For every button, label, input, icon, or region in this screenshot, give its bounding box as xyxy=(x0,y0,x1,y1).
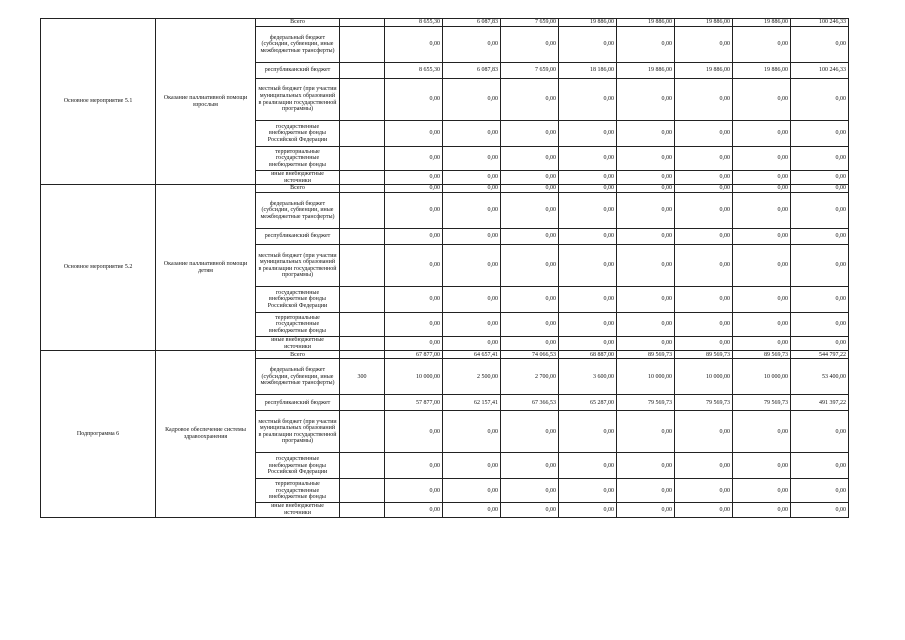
amount-cell: 0,00 xyxy=(733,147,791,171)
amount-cell: 0,00 xyxy=(443,287,501,313)
amount-cell: 0,00 xyxy=(501,287,559,313)
amount-cell: 0,00 xyxy=(501,193,559,229)
amount-cell: 0,00 xyxy=(733,411,791,453)
budget-code xyxy=(340,479,385,503)
amount-cell: 0,00 xyxy=(617,411,675,453)
table-row xyxy=(41,19,849,27)
amount-cell: 3 600,00 xyxy=(559,359,617,395)
amount-cell: 0,00 xyxy=(675,171,733,185)
amount-cell: 18 186,00 xyxy=(559,63,617,79)
program-description: Кадровое обеспечение системы здравоохранения xyxy=(156,351,256,517)
budget-code xyxy=(340,27,385,63)
amount-cell: 0,00 xyxy=(791,479,849,503)
amount-cell: 0,00 xyxy=(733,337,791,351)
budget-code xyxy=(340,313,385,337)
amount-cell: 0,00 xyxy=(675,313,733,337)
amount-cell: 0,00 xyxy=(559,147,617,171)
amount-cell: 0,00 xyxy=(385,147,443,171)
amount-cell: 19 886,00 xyxy=(675,63,733,79)
amount-cell: 0,00 xyxy=(385,193,443,229)
amount-cell: 0,00 xyxy=(733,193,791,229)
amount-cell: 7 659,00 xyxy=(501,19,559,27)
budget-code xyxy=(340,19,385,27)
amount-cell: 19 886,00 xyxy=(559,19,617,27)
amount-cell: 0,00 xyxy=(501,229,559,245)
amount-cell: 0,00 xyxy=(385,79,443,121)
funding-source: федеральный бюджет (субсидии, субвенции, иные межбюджетные трансферты) xyxy=(256,27,340,63)
funding-source: республиканский бюджет xyxy=(256,229,340,245)
funding-source: иные внебюджетные источники xyxy=(256,171,340,185)
funding-source: государственные внебюджетные фонды Российской Федерации xyxy=(256,287,340,313)
amount-cell: 0,00 xyxy=(617,313,675,337)
amount-cell: 0,00 xyxy=(675,79,733,121)
amount-cell: 0,00 xyxy=(791,121,849,147)
amount-cell: 0,00 xyxy=(733,453,791,479)
amount-cell: 0,00 xyxy=(791,79,849,121)
funding-source: иные внебюджетные источники xyxy=(256,503,340,517)
amount-cell: 0,00 xyxy=(559,313,617,337)
budget-code xyxy=(340,79,385,121)
budget-code xyxy=(340,503,385,517)
amount-cell: 79 569,73 xyxy=(675,395,733,411)
funding-source: Всего xyxy=(256,185,340,193)
budget-code: 300 xyxy=(340,359,385,395)
amount-cell: 19 886,00 xyxy=(733,63,791,79)
amount-cell: 8 655,30 xyxy=(385,63,443,79)
amount-cell: 0,00 xyxy=(559,453,617,479)
amount-cell: 0,00 xyxy=(733,313,791,337)
amount-cell: 0,00 xyxy=(617,79,675,121)
amount-cell: 0,00 xyxy=(733,185,791,193)
amount-cell: 0,00 xyxy=(559,287,617,313)
amount-cell: 0,00 xyxy=(791,171,849,185)
amount-cell: 0,00 xyxy=(675,121,733,147)
amount-cell: 0,00 xyxy=(501,313,559,337)
amount-cell: 0,00 xyxy=(559,121,617,147)
budget-code xyxy=(340,121,385,147)
funding-source: территориальные государственные внебюджетные фонды xyxy=(256,147,340,171)
program-name: Основное мероприятие 5.2 xyxy=(41,185,156,351)
budget-code xyxy=(340,337,385,351)
amount-cell: 0,00 xyxy=(559,479,617,503)
amount-cell: 0,00 xyxy=(501,27,559,63)
amount-cell: 0,00 xyxy=(559,193,617,229)
amount-cell: 0,00 xyxy=(501,453,559,479)
budget-code xyxy=(340,351,385,359)
amount-cell: 53 400,00 xyxy=(791,359,849,395)
amount-cell: 57 877,00 xyxy=(385,395,443,411)
amount-cell: 0,00 xyxy=(559,185,617,193)
amount-cell: 0,00 xyxy=(443,193,501,229)
budget-code xyxy=(340,229,385,245)
program-description: Оказание паллиативной помощи детям xyxy=(156,185,256,351)
amount-cell: 19 886,00 xyxy=(617,63,675,79)
amount-cell: 0,00 xyxy=(733,121,791,147)
amount-cell: 0,00 xyxy=(675,411,733,453)
funding-source: федеральный бюджет (субсидии, субвенции, иные межбюджетные трансферты) xyxy=(256,193,340,229)
funding-source: местный бюджет (при участии муниципальных образований в реализации государственной программы) xyxy=(256,245,340,287)
amount-cell: 0,00 xyxy=(733,171,791,185)
amount-cell: 0,00 xyxy=(501,337,559,351)
amount-cell: 0,00 xyxy=(443,337,501,351)
funding-source: местный бюджет (при участии муниципальных образований в реализации государственной программы) xyxy=(256,411,340,453)
amount-cell: 0,00 xyxy=(617,337,675,351)
amount-cell: 0,00 xyxy=(443,479,501,503)
amount-cell: 0,00 xyxy=(617,245,675,287)
amount-cell: 0,00 xyxy=(385,171,443,185)
amount-cell: 7 659,00 xyxy=(501,63,559,79)
amount-cell: 0,00 xyxy=(443,313,501,337)
amount-cell: 0,00 xyxy=(617,121,675,147)
amount-cell: 0,00 xyxy=(443,185,501,193)
funding-source: территориальные государственные внебюджетные фонды xyxy=(256,313,340,337)
amount-cell: 0,00 xyxy=(791,411,849,453)
amount-cell: 0,00 xyxy=(791,147,849,171)
amount-cell: 0,00 xyxy=(733,245,791,287)
amount-cell: 19 886,00 xyxy=(617,19,675,27)
amount-cell: 0,00 xyxy=(617,27,675,63)
budget-code xyxy=(340,411,385,453)
amount-cell: 0,00 xyxy=(617,479,675,503)
amount-cell: 0,00 xyxy=(501,121,559,147)
amount-cell: 0,00 xyxy=(733,287,791,313)
amount-cell: 0,00 xyxy=(559,79,617,121)
amount-cell: 0,00 xyxy=(559,229,617,245)
amount-cell: 10 000,00 xyxy=(617,359,675,395)
amount-cell: 0,00 xyxy=(791,337,849,351)
amount-cell: 0,00 xyxy=(559,411,617,453)
amount-cell: 0,00 xyxy=(675,337,733,351)
amount-cell: 0,00 xyxy=(443,245,501,287)
amount-cell: 0,00 xyxy=(501,245,559,287)
amount-cell: 2 500,00 xyxy=(443,359,501,395)
amount-cell: 0,00 xyxy=(791,245,849,287)
budget-code xyxy=(340,63,385,79)
budget-table xyxy=(40,18,849,518)
amount-cell: 0,00 xyxy=(443,229,501,245)
amount-cell: 0,00 xyxy=(675,27,733,63)
amount-cell: 0,00 xyxy=(443,411,501,453)
amount-cell: 0,00 xyxy=(617,229,675,245)
amount-cell: 19 886,00 xyxy=(733,19,791,27)
amount-cell: 0,00 xyxy=(675,287,733,313)
amount-cell: 79 569,73 xyxy=(733,395,791,411)
amount-cell: 0,00 xyxy=(385,121,443,147)
budget-code xyxy=(340,453,385,479)
amount-cell: 0,00 xyxy=(443,171,501,185)
amount-cell: 0,00 xyxy=(617,453,675,479)
amount-cell: 0,00 xyxy=(385,479,443,503)
amount-cell: 0,00 xyxy=(617,171,675,185)
amount-cell: 100 246,33 xyxy=(791,63,849,79)
amount-cell: 0,00 xyxy=(675,479,733,503)
amount-cell: 0,00 xyxy=(675,245,733,287)
amount-cell: 0,00 xyxy=(791,229,849,245)
amount-cell: 0,00 xyxy=(733,79,791,121)
amount-cell: 0,00 xyxy=(617,147,675,171)
amount-cell: 79 569,73 xyxy=(617,395,675,411)
amount-cell: 491 397,22 xyxy=(791,395,849,411)
program-name: Подпрограмма 6 xyxy=(41,351,156,517)
amount-cell: 0,00 xyxy=(501,503,559,517)
amount-cell: 0,00 xyxy=(443,79,501,121)
funding-source: государственные внебюджетные фонды Российской Федерации xyxy=(256,453,340,479)
amount-cell: 89 569,73 xyxy=(617,351,675,359)
funding-source: территориальные государственные внебюджетные фонды xyxy=(256,479,340,503)
amount-cell: 0,00 xyxy=(791,185,849,193)
amount-cell: 10 000,00 xyxy=(733,359,791,395)
amount-cell: 100 246,33 xyxy=(791,19,849,27)
funding-source: республиканский бюджет xyxy=(256,63,340,79)
amount-cell: 0,00 xyxy=(675,453,733,479)
amount-cell: 0,00 xyxy=(791,313,849,337)
amount-cell: 62 157,41 xyxy=(443,395,501,411)
amount-cell: 0,00 xyxy=(501,185,559,193)
amount-cell: 67 366,53 xyxy=(501,395,559,411)
amount-cell: 544 797,22 xyxy=(791,351,849,359)
amount-cell: 0,00 xyxy=(443,503,501,517)
budget-code xyxy=(340,193,385,229)
funding-source: федеральный бюджет (субсидии, субвенции, иные межбюджетные трансферты) xyxy=(256,359,340,395)
funding-source: местный бюджет (при участии муниципальных образований в реализации государственной программы) xyxy=(256,79,340,121)
table-row xyxy=(41,351,849,359)
amount-cell: 0,00 xyxy=(791,503,849,517)
program-name: Основное мероприятие 5.1 xyxy=(41,19,156,185)
amount-cell: 74 066,53 xyxy=(501,351,559,359)
amount-cell: 0,00 xyxy=(733,479,791,503)
amount-cell: 0,00 xyxy=(791,27,849,63)
amount-cell: 10 000,00 xyxy=(675,359,733,395)
amount-cell: 0,00 xyxy=(385,27,443,63)
amount-cell: 0,00 xyxy=(385,503,443,517)
budget-code xyxy=(340,395,385,411)
amount-cell: 6 087,83 xyxy=(443,63,501,79)
amount-cell: 0,00 xyxy=(559,245,617,287)
amount-cell: 67 877,00 xyxy=(385,351,443,359)
amount-cell: 0,00 xyxy=(385,245,443,287)
amount-cell: 89 569,73 xyxy=(733,351,791,359)
amount-cell: 0,00 xyxy=(559,27,617,63)
amount-cell: 0,00 xyxy=(501,479,559,503)
amount-cell: 65 287,00 xyxy=(559,395,617,411)
amount-cell: 0,00 xyxy=(617,193,675,229)
amount-cell: 0,00 xyxy=(559,337,617,351)
amount-cell: 0,00 xyxy=(501,411,559,453)
amount-cell: 68 887,00 xyxy=(559,351,617,359)
budget-code xyxy=(340,147,385,171)
amount-cell: 0,00 xyxy=(675,185,733,193)
amount-cell: 0,00 xyxy=(733,27,791,63)
amount-cell: 10 000,00 xyxy=(385,359,443,395)
amount-cell: 0,00 xyxy=(385,229,443,245)
amount-cell: 0,00 xyxy=(791,287,849,313)
amount-cell: 0,00 xyxy=(501,171,559,185)
amount-cell: 0,00 xyxy=(791,453,849,479)
amount-cell: 8 655,30 xyxy=(385,19,443,27)
budget-table-body xyxy=(41,19,849,518)
amount-cell: 0,00 xyxy=(675,503,733,517)
amount-cell: 0,00 xyxy=(675,229,733,245)
amount-cell: 6 087,83 xyxy=(443,19,501,27)
budget-code xyxy=(340,245,385,287)
amount-cell: 0,00 xyxy=(617,503,675,517)
amount-cell: 0,00 xyxy=(675,193,733,229)
amount-cell: 0,00 xyxy=(617,287,675,313)
amount-cell: 0,00 xyxy=(501,79,559,121)
amount-cell: 0,00 xyxy=(501,147,559,171)
amount-cell: 0,00 xyxy=(791,193,849,229)
amount-cell: 2 700,00 xyxy=(501,359,559,395)
amount-cell: 0,00 xyxy=(559,171,617,185)
amount-cell: 0,00 xyxy=(443,147,501,171)
amount-cell: 0,00 xyxy=(443,453,501,479)
amount-cell: 0,00 xyxy=(443,121,501,147)
amount-cell: 0,00 xyxy=(559,503,617,517)
amount-cell: 19 886,00 xyxy=(675,19,733,27)
amount-cell: 0,00 xyxy=(385,313,443,337)
budget-code xyxy=(340,185,385,193)
amount-cell: 0,00 xyxy=(385,337,443,351)
amount-cell: 0,00 xyxy=(733,229,791,245)
amount-cell: 0,00 xyxy=(385,185,443,193)
amount-cell: 0,00 xyxy=(443,27,501,63)
amount-cell: 0,00 xyxy=(733,503,791,517)
amount-cell: 0,00 xyxy=(675,147,733,171)
budget-code xyxy=(340,287,385,313)
amount-cell: 0,00 xyxy=(385,411,443,453)
funding-source: государственные внебюджетные фонды Российской Федерации xyxy=(256,121,340,147)
funding-source: Всего xyxy=(256,19,340,27)
funding-source: иные внебюджетные источники xyxy=(256,337,340,351)
amount-cell: 0,00 xyxy=(385,287,443,313)
program-description: Оказание паллиативной помощи взрослым xyxy=(156,19,256,185)
amount-cell: 89 569,73 xyxy=(675,351,733,359)
funding-source: Всего xyxy=(256,351,340,359)
budget-code xyxy=(340,171,385,185)
amount-cell: 64 657,41 xyxy=(443,351,501,359)
funding-source: республиканский бюджет xyxy=(256,395,340,411)
table-row xyxy=(41,185,849,193)
amount-cell: 0,00 xyxy=(617,185,675,193)
amount-cell: 0,00 xyxy=(385,453,443,479)
